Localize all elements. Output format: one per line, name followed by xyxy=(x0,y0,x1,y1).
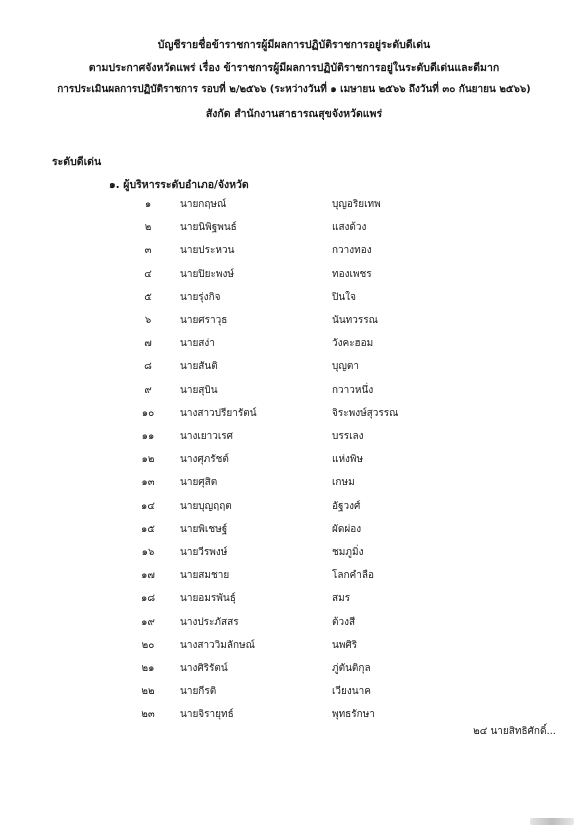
item-last-name: โลกคำลือ xyxy=(332,570,374,582)
item-last-name: ต้วงสี xyxy=(332,616,356,628)
item-last-name: ทองเพชร xyxy=(332,268,372,280)
item-last-name: ชมภูมิ่ง xyxy=(332,547,364,558)
list-item xyxy=(0,452,588,472)
item-number: ๑๘ xyxy=(140,593,156,605)
item-first-name: นายอมรพันธุ์ xyxy=(180,593,236,605)
item-first-name: นายรุ่งกิจ xyxy=(180,291,221,303)
item-last-name: เกษม xyxy=(332,477,355,489)
item-number: ๑๓ xyxy=(141,477,155,489)
item-first-name: นายประหวน xyxy=(180,245,235,257)
item-first-name: นายปิยะพงษ์ xyxy=(180,268,234,280)
item-first-name: นางศิริรัตน์ xyxy=(180,663,228,674)
announcement-reference: ตามประกาศจังหวัดแพร่ เรื่อง ข้าราชการผู้มีผลการปฏิบัติราชการอยู่ในระดับดีเด่นและดีมาก xyxy=(88,62,500,74)
list-item xyxy=(0,684,588,704)
item-number: ๕ xyxy=(144,291,152,303)
item-number: ๔ xyxy=(144,268,152,280)
item-number: ๒๐ xyxy=(141,639,155,651)
item-number: ๙ xyxy=(144,384,152,396)
item-last-name: ผัดผ่อง xyxy=(332,523,362,535)
item-last-name: บุญอริยเทพ xyxy=(332,199,381,210)
list-item xyxy=(0,568,588,588)
section-title: ระดับดีเด่น xyxy=(52,156,102,168)
item-first-name: นางประภัสสร xyxy=(180,616,239,628)
list-item xyxy=(0,383,588,403)
list-item xyxy=(0,313,588,333)
item-number: ๖ xyxy=(144,315,152,326)
item-number: ๑๑ xyxy=(141,431,155,442)
list-item xyxy=(0,429,588,449)
item-number: ๒๒ xyxy=(141,686,155,698)
item-first-name: นายสุบิน xyxy=(180,384,218,396)
document-title: บัญชีรายชื่อข้าราชการผู้มีผลการปฏิบัติราชการอยู่ระดับดีเด่น xyxy=(157,39,431,51)
item-last-name: เวียงนาค xyxy=(332,686,371,698)
item-number: ๑๐ xyxy=(141,407,155,419)
evaluation-period: การประเมินผลการปฏิบัติราชการ รอบที่ ๒/๒๕๖๖ (ระหว่างวันที่ ๑ เมษายน ๒๕๖๖ ถึงวันที่ ๓๐ กันยายน ๒๕๖๖) xyxy=(57,84,531,95)
list-item xyxy=(0,336,588,356)
list-item xyxy=(0,661,588,681)
item-number: ๒๓ xyxy=(141,709,155,721)
item-first-name: นายสันติ xyxy=(180,361,218,373)
item-last-name: สมร xyxy=(332,593,351,605)
item-first-name: นายศราวุธ xyxy=(180,315,228,326)
item-first-name: นายสมชาย xyxy=(180,570,230,582)
item-number: ๑๔ xyxy=(141,500,155,512)
item-first-name: นายวีรพงษ์ xyxy=(180,547,228,558)
item-last-name: บุญตา xyxy=(332,361,359,373)
list-item xyxy=(0,267,588,287)
list-item xyxy=(0,522,588,542)
list-item xyxy=(0,406,588,426)
item-number: ๓ xyxy=(144,245,152,257)
item-last-name: บรรเลง xyxy=(332,431,364,442)
item-last-name: ปินใจ xyxy=(332,291,356,303)
item-first-name: นางศุภรัชต์ xyxy=(180,454,229,466)
item-number: ๗ xyxy=(144,338,152,350)
item-first-name: นางสาววิมลักษณ์ xyxy=(180,639,255,651)
item-number: ๑๒ xyxy=(141,454,155,466)
item-first-name: นายศุสิต xyxy=(180,477,218,489)
list-item xyxy=(0,359,588,379)
item-first-name: นายกีรติ xyxy=(180,686,217,698)
item-number: ๘ xyxy=(144,361,152,373)
scan-mark xyxy=(530,818,574,825)
item-number: ๑๖ xyxy=(141,547,155,558)
item-last-name: นพศิริ xyxy=(332,639,358,651)
item-first-name: นายบุญฤฤต xyxy=(180,500,232,512)
item-last-name: กวางทอง xyxy=(332,245,372,257)
list-item xyxy=(0,220,588,240)
item-first-name: นายจิรายุทธ์ xyxy=(180,709,234,721)
item-number: ๑ xyxy=(144,199,152,210)
item-last-name: พุทธรักษา xyxy=(332,709,375,721)
item-last-name: แห่งพิษ xyxy=(332,454,364,466)
list-item xyxy=(0,591,588,611)
item-first-name: นายสง่า xyxy=(180,338,215,350)
item-last-name: วังคะฮอม xyxy=(332,338,374,350)
item-last-name: อัฐวงศ์ xyxy=(332,500,361,512)
list-item xyxy=(0,197,588,217)
list-item xyxy=(0,499,588,519)
item-number: ๑๕ xyxy=(141,523,155,535)
list-item xyxy=(0,243,588,263)
item-number: ๒ xyxy=(144,222,152,234)
list-item xyxy=(0,475,588,495)
item-first-name: นางเยาวเรศ xyxy=(180,431,233,442)
item-first-name: นายนิพิฐพนธ์ xyxy=(180,222,237,234)
item-number: ๒๑ xyxy=(141,663,155,674)
item-first-name: นายพิเชษฐ์ xyxy=(180,523,228,535)
item-last-name: แสงด้วง xyxy=(332,222,367,234)
item-number: ๑๗ xyxy=(141,570,155,582)
list-item xyxy=(0,638,588,658)
item-last-name: ภู่ตันติกุล xyxy=(332,663,371,674)
continuation-note: ๒๔ นายสิทธิศักดิ์... xyxy=(473,726,556,737)
list-item xyxy=(0,615,588,635)
item-first-name: นางสาวปรียารัตน์ xyxy=(180,407,257,419)
item-last-name: จิระพงษ์สุวรรณ xyxy=(332,407,399,419)
list-item xyxy=(0,545,588,565)
item-last-name: นันทวรรณ xyxy=(332,315,378,326)
subsection-title: ๑. ผู้บริหารระดับอำเภอ/จังหวัด xyxy=(109,179,249,191)
list-item xyxy=(0,290,588,310)
item-number: ๑๙ xyxy=(141,616,155,628)
item-first-name: นายกฤษณ์ xyxy=(180,199,227,210)
item-last-name: กวาวหนึ่ง xyxy=(332,384,374,396)
affiliation: สังกัด สำนักงานสาธารณสุขจังหวัดแพร่ xyxy=(205,108,383,120)
